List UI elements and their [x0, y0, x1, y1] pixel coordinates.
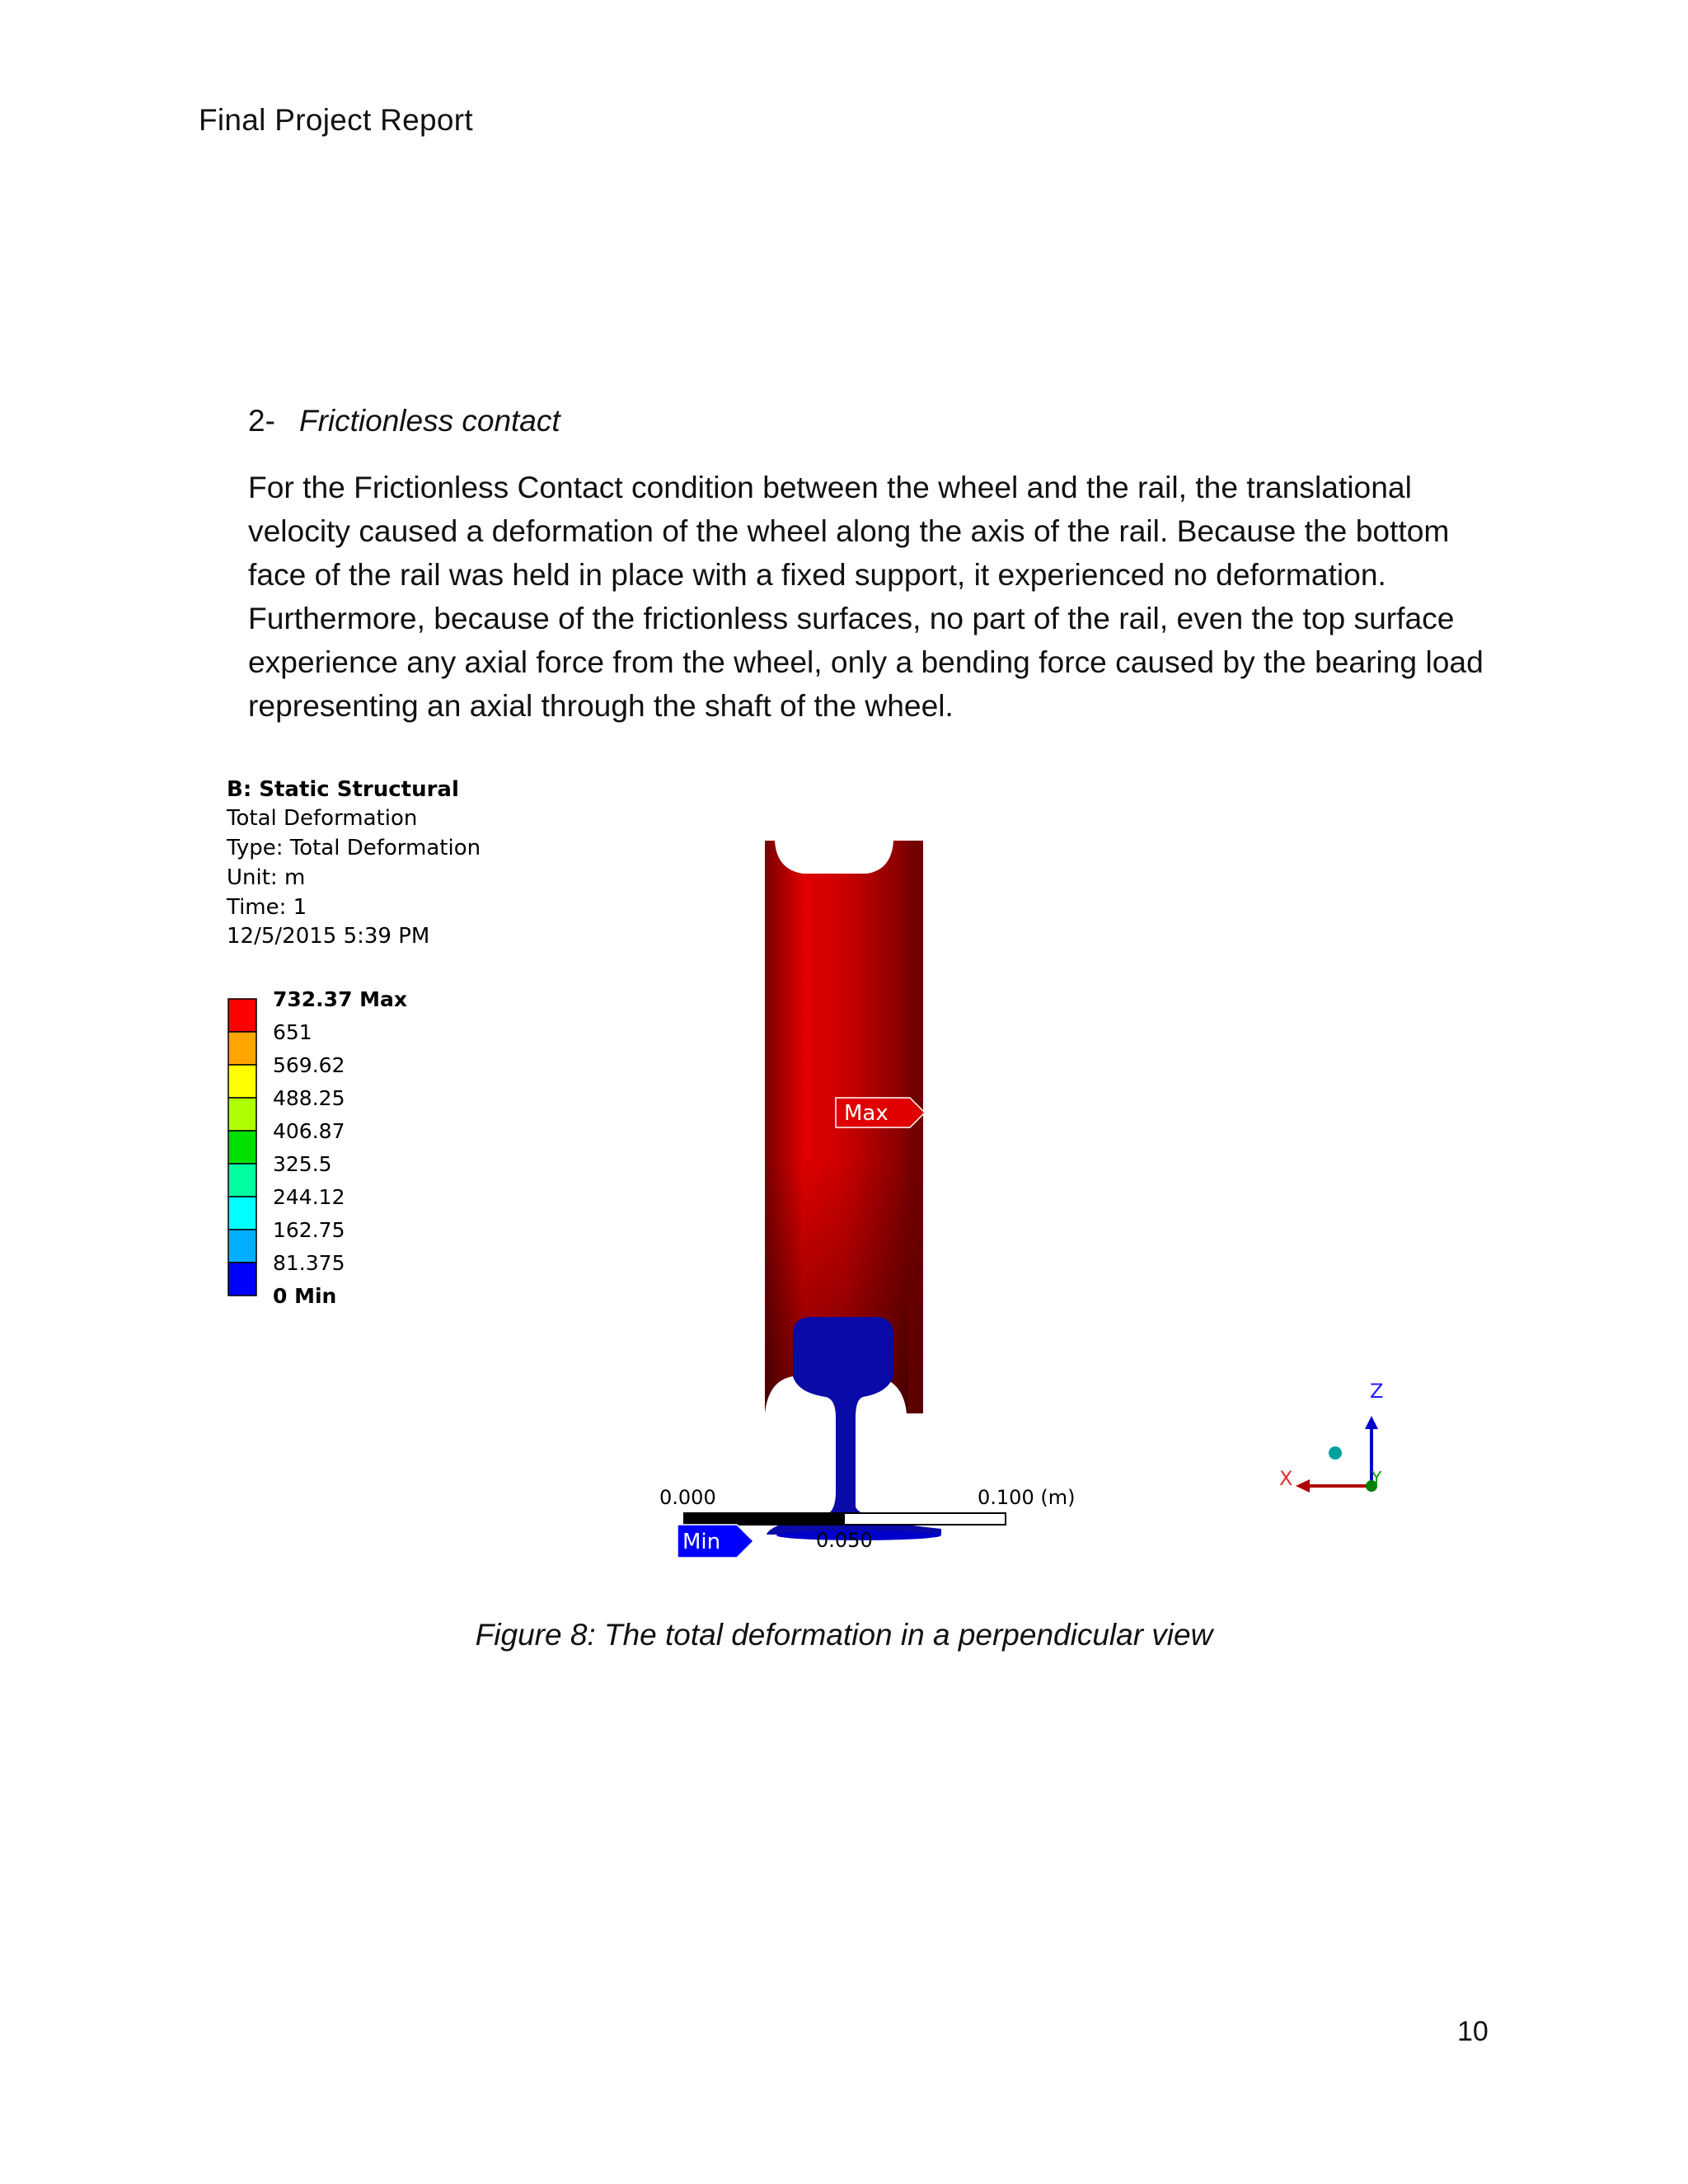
legend-band: [228, 1098, 256, 1131]
legend-label: 406.87: [273, 1119, 345, 1143]
max-probe-label: Max: [844, 1101, 889, 1126]
legend-band: [228, 1197, 256, 1230]
scale-right: 0.100 (m): [978, 1486, 1076, 1509]
info-unit: Unit: m: [227, 865, 306, 890]
scale-mid: 0.050: [816, 1529, 873, 1552]
section-paragraph: For the Frictionless Contact condition between the wheel and the rail, the translational velocity caused a deformation of the wheel along the axis of the rail. Because the bottom face of the rail was held in place with a fixed support, it experienced no deformation. Furthermore, because of the frictionless surfaces, no part of the rail, even the top surface experience any axial force from the wheel, only a bending force caused by the bearing load representing an axial through the shaft of the wheel.: [248, 470, 1484, 723]
legend-label: 325.5: [273, 1152, 332, 1176]
min-probe: [678, 1525, 753, 1558]
info-system: B: Static Structural: [227, 777, 459, 802]
legend-band: [228, 1263, 256, 1296]
color-legend: [228, 987, 407, 1308]
legend-label: 488.25: [273, 1086, 345, 1110]
info-type: Type: Total Deformation: [227, 836, 481, 860]
section-heading: [248, 404, 560, 438]
scale-bar-dark: [684, 1513, 845, 1525]
running-header: Final Project Report: [199, 103, 473, 137]
page-number: 10: [1457, 2016, 1489, 2047]
legend-band: [228, 1164, 256, 1197]
legend-label: 244.12: [273, 1185, 345, 1209]
triad-z-label: Z: [1370, 1380, 1384, 1403]
triad-z-arrow: [1365, 1416, 1378, 1429]
triad-y-label: Y: [1372, 1468, 1382, 1488]
figure-canvas: [216, 766, 1403, 1574]
legend-label: 732.37 Max: [273, 987, 408, 1011]
info-result: Total Deformation: [227, 806, 418, 831]
legend-label: 162.75: [273, 1218, 345, 1242]
min-probe-label: Min: [682, 1530, 721, 1554]
legend-label: 569.62: [273, 1053, 345, 1077]
triad-iso-ball: [1329, 1446, 1342, 1460]
legend-band: [228, 1065, 256, 1098]
legend-band: [228, 1032, 256, 1065]
triad-x-arrow: [1296, 1479, 1310, 1493]
legend-band: [228, 1230, 256, 1263]
deformation-figure: [216, 766, 1403, 1574]
legend-label: 0 Min: [273, 1284, 337, 1308]
legend-band: [228, 1131, 256, 1164]
legend-label: 651: [273, 1020, 312, 1044]
max-probe: [836, 1098, 925, 1127]
section-title: Frictionless contact: [299, 404, 560, 438]
legend-band: [228, 999, 256, 1032]
info-date: 12/5/2015 5:39 PM: [227, 924, 430, 949]
section-number: 2-: [248, 404, 275, 438]
result-info: [226, 777, 481, 949]
scale-left: 0.000: [659, 1486, 716, 1509]
legend-label: 81.375: [273, 1251, 345, 1275]
axis-triad: [1279, 1380, 1383, 1493]
triad-x-label: X: [1279, 1467, 1293, 1490]
figure-caption: Figure 8: The total deformation in a perpendicular view: [475, 1618, 1213, 1652]
info-time: Time: 1: [227, 895, 307, 920]
